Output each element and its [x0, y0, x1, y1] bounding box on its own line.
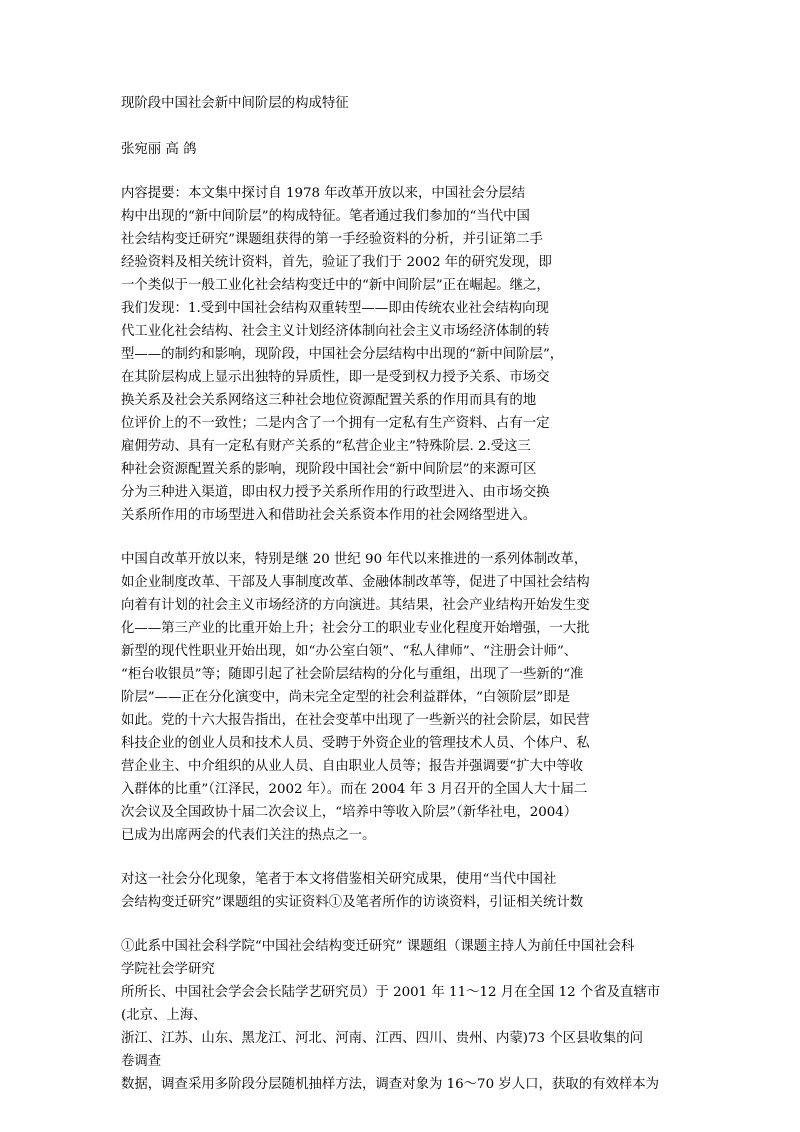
abstract-line: 社会结构变迁研究”课题组获得的第一手经验资料的分析，并引证第二手 — [121, 232, 543, 247]
body-line: 科技企业的创业人员和技术人员、受聘于外资企业的管理技术人员、个体户、私 — [121, 736, 590, 751]
abstract-line: 内容提要：本文集中探讨自 1978 年改革开放以来，中国社会分层结 — [121, 186, 526, 201]
document-authors: 张宛丽 高 鸽 — [121, 142, 197, 157]
body-line: 对这一社会分化现象，笔者于本文将借鉴相关研究成果，使用“当代中国社 — [121, 872, 557, 887]
abstract-line: 构中出现的“新中间阶层”的构成特征。笔者通过我们参加的“当代中国 — [121, 209, 530, 224]
abstract-line: 换关系及社会关系网络这三种社会地位资源配置关系的作用而具有的地 — [121, 393, 537, 408]
footnote-line: ①此系中国社会科学院“中国社会结构变迁研究” 课题组（课题主持人为前任中国社会科 — [121, 939, 635, 954]
abstract-line: 经验资料及相关统计资料，首先，验证了我们于 2002 年的研究发现，即 — [121, 255, 552, 270]
footnote-line: 学院社会学研究 — [121, 962, 215, 977]
body-line: 中国自改革开放以来，特别是继 20 世纪 90 年代以来推进的一系列体制改革， — [121, 552, 588, 567]
footnote-line: 卷调查 — [121, 1054, 162, 1069]
abstract-line: 我们发现：1.受到中国社会结构双重转型——即由传统农业社会结构向现 — [121, 301, 549, 316]
body-line: 化——第三产业的比重开始上升；社会分工的职业专业化程度开始增强，一大批 — [121, 621, 590, 636]
document-title: 现阶段中国社会新中间阶层的构成特征 — [121, 96, 349, 111]
abstract-line: 型——的制约和影响，现阶段，中国社会分层结构中出现的“新中间阶层”， — [121, 347, 564, 362]
body-line: 营企业主、中介组织的从业人员、自由职业人员等；报告并强调要“扩大中等收 — [121, 759, 584, 774]
footnote-line: 数据，调查采用多阶段分层随机抽样方法，调查对象为 16～70 岁人口，获取的有效样本为 — [121, 1077, 660, 1092]
body-line: 会结构变迁研究”课题组的实证资料①及笔者所作的访谈资料，引证相关统计数 — [121, 895, 584, 910]
body-line: 入群体的比重”（江泽民，2002 年）。而在 2004 年 3 月召开的全国人大十届二 — [121, 782, 588, 797]
abstract-line: 位评价上的不一致性；二是内含了一个拥有一定私有生产资料、占有一定 — [121, 416, 550, 431]
body-line: 向着有计划的社会主义市场经济的方向演进。其结果，社会产业结构开始发生变 — [121, 598, 590, 613]
body-line: “柜台收银员”等；随即引起了社会阶层结构的分化与重组，出现了一些新的“准 — [121, 667, 584, 682]
abstract-line: 一个类似于一般工业化社会结构变迁中的“新中间阶层”正在崛起。继之， — [121, 278, 550, 293]
footnote-line: (北京、上海、 — [121, 1008, 207, 1023]
abstract-line: 种社会资源配置关系的影响，现阶段中国社会“新中间阶层”的来源可区 — [121, 462, 537, 477]
body-line: 新型的现代性职业开始出现，如“办公室白领”、“私人律师”、“注册会计师”、 — [121, 644, 578, 659]
abstract-line: 雇佣劳动、具有一定私有财产关系的“私营企业主”特殊阶层. 2.受这三 — [121, 439, 531, 454]
footnote-line: 浙江、江苏、山东、黑龙江、河北、河南、江西、四川、贵州、内蒙)73 个区县收集的问 — [121, 1031, 643, 1046]
body-line: 次会议及全国政协十届二次会议上，“培养中等收入阶层”（新华社电，2004） — [121, 805, 578, 820]
abstract-line: 关系所作用的市场型进入和借助社会关系资本作用的社会网络型进入。 — [121, 508, 537, 523]
abstract-line: 代工业化社会结构、社会主义计划经济体制向社会主义市场经济体制的转 — [121, 324, 550, 339]
body-line: 如此。党的十六大报告指出，在社会变革中出现了一些新兴的社会阶层，如民营 — [121, 713, 590, 728]
body-line: 已成为出席两会的代表们关注的热点之一。 — [121, 828, 376, 843]
body-line: 如企业制度改革、干部及人事制度改革、金融体制改革等，促进了中国社会结构 — [121, 575, 590, 590]
abstract-line: 分为三种进入渠道，即由权力授予关系所作用的行政型进入、由市场交换 — [121, 485, 550, 500]
abstract-line: 在其阶层构成上显示出独特的异质性，即一是受到权力授予关系、市场交 — [121, 370, 550, 385]
footnote-line: 所所长、中国社会学会会长陆学艺研究员）于 2001 年 11～12 月在全国 12 个省及直辖市 — [121, 985, 661, 1000]
body-line: 阶层”——正在分化演变中，尚未完全定型的社会利益群体，“白领阶层”即是 — [121, 690, 571, 705]
